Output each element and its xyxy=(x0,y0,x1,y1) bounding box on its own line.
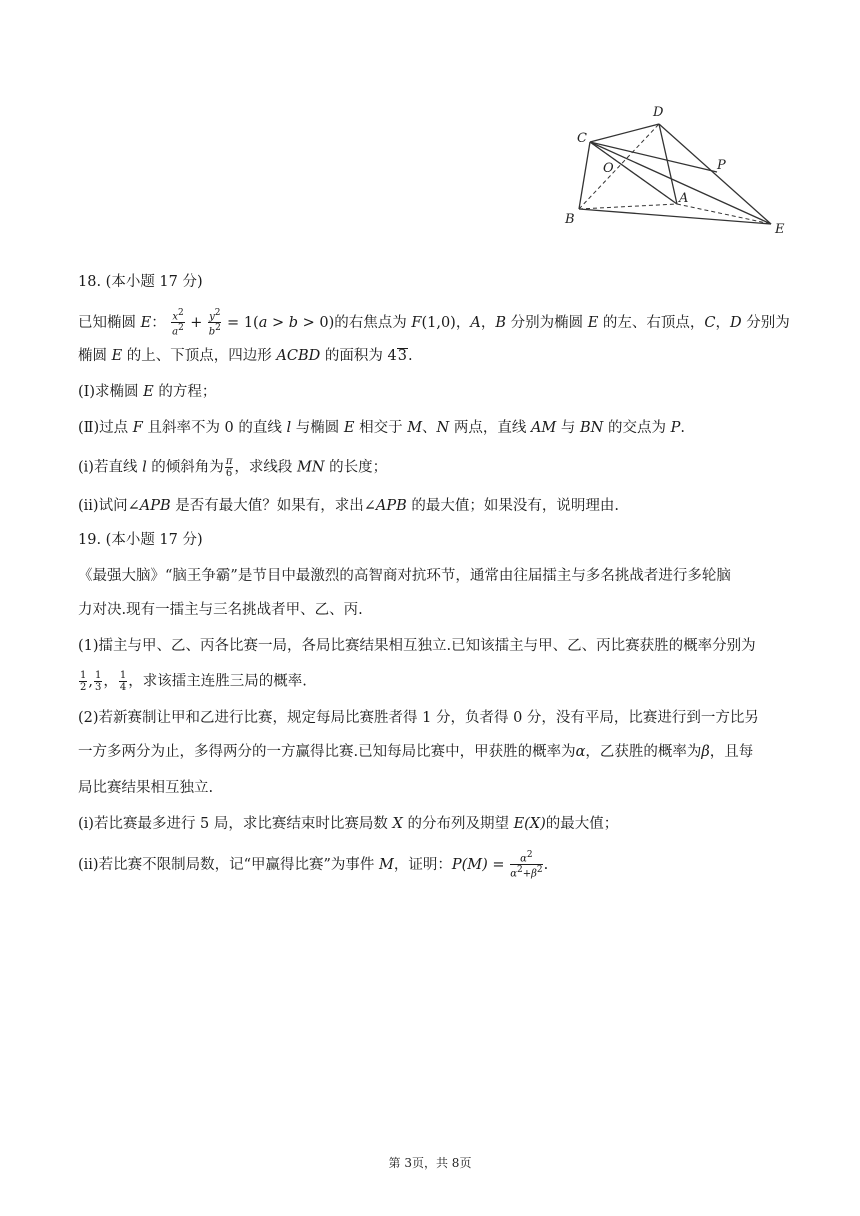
fraction-alpha2-over-sum: $\frac{\alpha^2}{\alpha^2+\beta^2}$ xyxy=(510,850,543,880)
q19-line6: 一方多两分为止，多得两分的一方赢得比赛.已知每局比赛中，甲获胜的概率为α，乙获胜的概率为β，且每 xyxy=(78,744,754,760)
q18-part2-ii: (ii)试问∠APB 是否有最大值？如果有，求出∠APB 的最大值；如果没有，说明理由. xyxy=(78,498,620,514)
fraction-x2-a2: $\frac{x^2}{a^2}$ xyxy=(172,308,184,338)
fraction-1-2: $\frac{1}{2}$ xyxy=(80,670,87,693)
label-d: D xyxy=(653,105,664,120)
sqrt-3: 3 xyxy=(397,348,407,364)
q19-part2-i: (i)若比赛最多进行 5 局，求比赛结束时比赛局数 X 的分布列及期望 E(X)的最大值； xyxy=(78,816,619,832)
q18-header: 18. (本小题 17 分) xyxy=(78,274,203,290)
q19-header: 19. (本小题 17 分) xyxy=(78,532,203,548)
label-e: E xyxy=(775,222,785,237)
edge-cb xyxy=(579,142,590,209)
label-a: A xyxy=(679,191,689,206)
fraction-y2-b2: $\frac{y^2}{b^2}$ xyxy=(208,308,221,338)
label-p: P xyxy=(717,158,726,173)
q19-line1: 《最强大脑》“脑王争霸”是节目中最激烈的高智商对抗环节，通常由往届擂主与多名挑战者进行多轮脑 xyxy=(78,568,731,584)
edge-ba-dashed xyxy=(579,204,677,209)
q18-part2-i: (i)若直线 l 的倾斜角为 $\frac{\pi}{6}$ ，求线段 MN 的长度； xyxy=(78,456,388,479)
q19-line7: 局比赛结果相互独立. xyxy=(78,780,214,796)
fraction-1-4: $\frac{1}{4}$ xyxy=(119,670,127,693)
edge-da xyxy=(659,124,677,204)
edge-de xyxy=(659,124,771,224)
edge-bd-dashed xyxy=(579,124,659,209)
fraction-1-3: $\frac{1}{3}$ xyxy=(94,670,102,693)
q19-line2: 力对决.现有一擂主与三名挑战者甲、乙、丙. xyxy=(78,602,363,618)
edge-ae-dashed xyxy=(677,204,771,224)
q19-line3: (1)擂主与甲、乙、丙各比赛一局，各局比赛结果相互独立.已知该擂主与甲、乙、丙比赛获胜的概率分别为 xyxy=(78,638,756,654)
edge-cd xyxy=(590,124,659,142)
q19-part2-ii: (ii)若比赛不限制局数，记“甲赢得比赛”为事件 M，证明：P(M) = $\frac{\alpha^2}{\alpha^2+\beta^2}$ . xyxy=(78,850,549,880)
label-c: C xyxy=(577,131,587,146)
q18-part2: (Ⅱ)过点 F 且斜率不为 0 的直线 l 与椭圆 E 相交于 M、N 两点，直线 AM 与 BN 的交点为 P. xyxy=(78,420,685,436)
q18-line2: 椭圆 E 的上、下顶点，四边形 ACBD 的面积为 43. xyxy=(78,348,413,364)
page-footer: 第 3页，共 8页 xyxy=(388,1156,472,1170)
geometry-figure xyxy=(555,96,805,241)
fraction-pi-6: $\frac{\pi}{6}$ xyxy=(225,456,233,479)
q18-line1: 已知椭圆 E： $\frac{x^2}{a^2}$ + $\frac{y^2}{b^2}$ = 1(a > b > 0)的右焦点为 F(1,0)，A，B 分别为椭圆 E 的左、右顶点，C，D 分别为 xyxy=(78,308,790,338)
q18-part1: (Ⅰ)求椭圆 E 的方程； xyxy=(78,384,217,400)
label-b: B xyxy=(565,212,575,227)
q19-line5: (2)若新赛制让甲和乙进行比赛，规定每局比赛胜者得 1 分，负者得 0 分，没有平局，比赛进行到一方比另 xyxy=(78,710,759,726)
label-o: O xyxy=(603,161,614,176)
q19-line4: $\frac{1}{2}$ , $\frac{1}{3}$ ， $\frac{1}{4}$ ，求该擂主连胜三局的概率. xyxy=(80,670,307,693)
